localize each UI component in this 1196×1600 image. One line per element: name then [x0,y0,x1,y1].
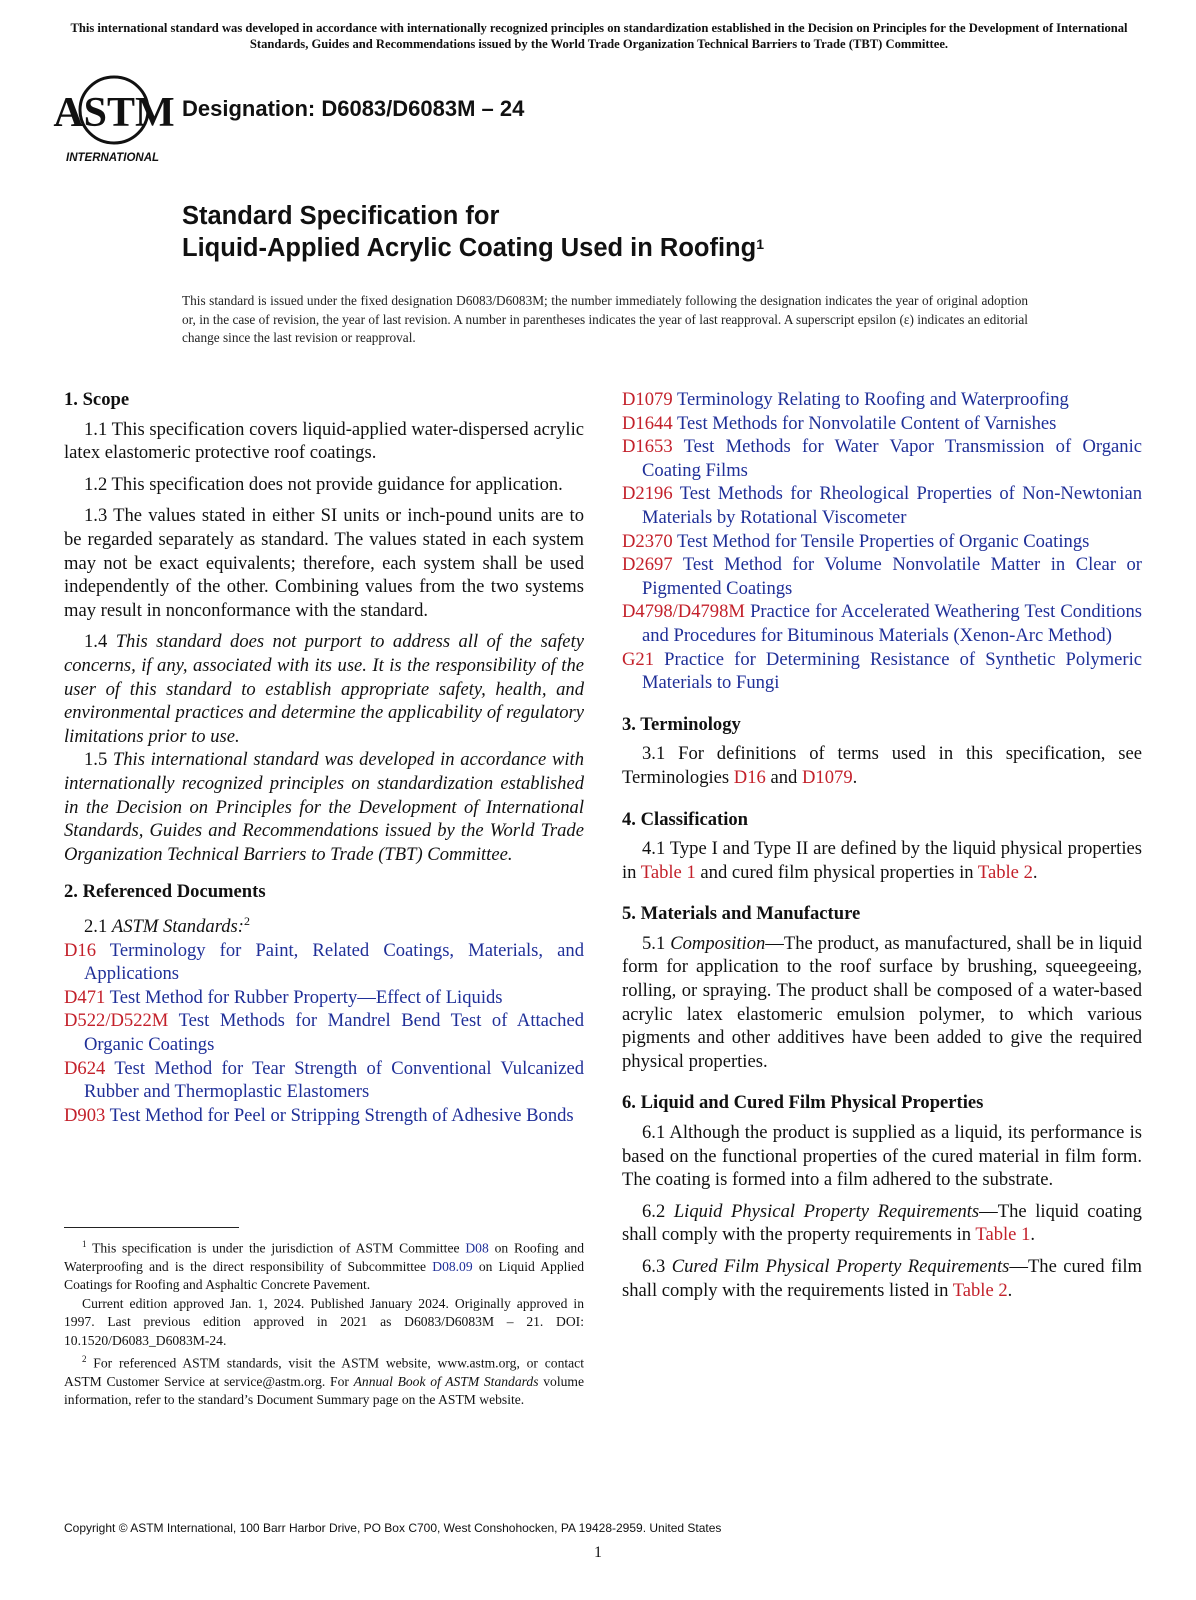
footnote-1 [64,1235,584,1295]
reference-item [622,600,1142,647]
footnote-2 [64,1350,584,1410]
reference-title-link[interactable]: Test Methods for Mandrel Bend Test of Attached Organic Coatings [84,1010,585,1056]
para-3-1-text: 3.1 For definitions of terms used in this specification, see Terminologies [622,743,1142,788]
reference-code-link[interactable]: D1644 [622,412,673,434]
reference-title-link[interactable]: Test Method for Tear Strength of Conventional Vulcanized Rubber and Thermoplastic Elastomers [84,1057,585,1103]
reference-title-link[interactable]: Practice for Determining Resistance of Synthetic Polymeric Materials to Fungi [642,648,1142,694]
footnotes [64,1235,584,1410]
footnote-2-text-b: volume information, refer to the standard’s Document Summary page on the ASTM website. [64,1373,585,1408]
para-6-3-text: —The cured film shall comply with the requirements listed in [622,1256,1143,1301]
subheading-footnote-mark: 2 [243,913,250,928]
reference-item [622,435,1142,482]
reference-list-left [64,939,584,1128]
reference-item [622,530,1142,554]
reference-code-link[interactable]: D903 [64,1104,106,1126]
reference-code-link[interactable]: D2370 [622,530,673,552]
designation: Designation: D6083/D6083M – 24 [182,96,525,121]
title-line-1: Standard Specification for [182,202,500,230]
para-4-1-text: 4.1 Type I and Type II are defined by the liquid physical properties in [622,838,1142,883]
terminology-ref-d1079[interactable]: D1079 [802,766,853,788]
footnote-2-mark: 2 [82,1353,87,1364]
reference-title-link[interactable]: Test Methods for Nonvolatile Content of Varnishes [676,412,1057,434]
reference-title-link[interactable]: Test Method for Volume Nonvolatile Matter in Clear or Pigmented Coatings [642,554,1142,599]
document-title [182,200,764,264]
title-line-2-text: Liquid-Applied Acrylic Coating Used in Roofing [182,234,757,262]
issued-note: This standard is issued under the fixed designation D6083/D6083M; the number immediately following the designation indicates the year of original adoption or, in the case of revision, the year of last revision. A number in parentheses indicates the year of last reapproval. A superscript epsilon (ε) indicates an editorial change since the last revision or reapproval. [182,293,1028,345]
footnote-1-text-c: on Liquid Applied Coatings for Roofing and Asphaltic Concrete Pavement. [64,1258,584,1293]
reference-item [64,1104,584,1128]
reference-title-link[interactable]: Test Method for Rubber Property—Effect of Liquids [109,986,503,1008]
para-4-1-period: . [1032,861,1038,883]
footnote-1-edition: Current edition approved Jan. 1, 2024. Published January 2024. Originally approved in 1997. Last previous edition approved in 2021 as D6083/D6083M – 21. DOI: 10.1520/D6083_D6083M-24. [64,1295,584,1348]
reference-code-link[interactable]: G21 [622,648,655,670]
para-1-5 [64,748,584,866]
astm-standards-subheading [64,910,584,939]
para-5-1 [622,932,1142,1074]
subcommittee-d08-09-link[interactable]: D08.09 [432,1258,473,1274]
para-6-2-text: —The liquid coating shall comply with the property requirements in [622,1200,1142,1246]
table-2-link[interactable]: Table 2 [977,861,1033,883]
para-6-3-number: 6.3 [642,1256,666,1277]
copyright: Copyright © ASTM International, 100 Barr Harbor Drive, PO Box C700, West Conshohocken, PA 19428-2959. United States [64,1521,722,1535]
footnote-1-text-a: This specification is under the jurisdiction of ASTM Committee [92,1240,460,1256]
table-1-link[interactable]: Table 1 [640,861,696,883]
para-6-2-number: 6.2 [642,1200,666,1222]
reference-code-link[interactable]: D471 [64,986,106,1008]
terminology-heading: 3. Terminology [622,713,741,735]
wto-notice: This international standard was developed in accordance with internationally recognized principles on standardization established in the Decision on Principles for the Development of International Standards, Guides and Recommendations issued by the World Trade Organization Technical Barriers to Trade (TBT) Committee. [70,21,1128,51]
referenced-documents-heading: 2. Referenced Documents [64,881,266,903]
right-column [622,388,1142,1310]
astm-logo [53,70,175,166]
para-6-1: 6.1 Although the product is supplied as a liquid, its performance is based on the functional properties of the cured material in film form. The coating is formed into a film adhered to the substrate. [622,1122,1142,1191]
para-5-1-number: 5.1 [642,932,666,954]
para-1-4-number: 1.4 [84,631,108,653]
reference-code-link[interactable]: D1079 [622,389,673,410]
reference-code-link[interactable]: D522/D522M [64,1010,169,1032]
classification-heading: 4. Classification [622,808,749,830]
astm-logo-letters: ASTM [53,90,175,136]
reference-item [64,1057,584,1104]
para-5-1-text: —The product, as manufactured, shall be in liquid form for application to the roof surface by brushing, squeegeeing, rolling, or spraying. The product shall be composed of a water-based acrylic latex elastomeric emulsion polymer, to which various pigments and other additives have been added to give the required physical properties. [622,932,1142,1072]
title-line-2 [182,232,764,264]
para-6-3-label: Cured Film Physical Property Requirements [671,1256,1010,1277]
astm-logo-caption: INTERNATIONAL [66,152,160,164]
para-6-3-period: . [1007,1279,1013,1301]
para-1-5-text: This international standard was developed in accordance with internationally recognized principles on standardization established in the Decision on Principles for the Development of International Standards, Guides and Recommendations issued by the World Trade Organization Technical Barriers to Trade (TBT) Committee. [64,749,584,865]
para-6-2-period: . [1030,1224,1036,1246]
para-1-4 [64,630,584,748]
para-6-2-label: Liquid Physical Property Requirements [673,1200,980,1222]
reference-item [622,412,1142,436]
reference-list-right [622,388,1142,695]
scope-heading: 1. Scope [64,389,130,410]
para-4-1 [622,837,1142,884]
reference-title-link[interactable]: Terminology for Paint, Related Coatings, Materials, and Applications [84,939,584,985]
reference-item [64,986,584,1010]
para-1-3: 1.3 The values stated in either SI units or inch-pound units are to be regarded separately as standard. The values stated in each system may not be exact equivalents; therefore, each system shall be used independently of the other. Combining values from the two systems may result in nonconformance with the standard. [64,505,584,621]
footnote-2-text-a: For referenced ASTM standards, visit the ASTM website, www.astm.org, or contact ASTM Customer Service at service@astm.org. For [64,1355,584,1389]
page-number: 1 [594,1544,602,1561]
reference-item [622,648,1142,695]
reference-code-link[interactable]: D16 [64,939,97,961]
reference-code-link[interactable]: D624 [64,1057,106,1079]
reference-title-link[interactable]: Test Method for Tensile Properties of Organic Coatings [676,530,1090,552]
footnote-1-mark: 1 [82,1239,87,1249]
reference-item [622,482,1142,529]
para-3-1-period: . [852,766,858,788]
subheading-number: 2.1 [84,916,108,938]
para-6-2-table-1-link[interactable]: Table 1 [975,1224,1031,1246]
reference-title-link[interactable]: Test Method for Peel or Stripping Strength of Adhesive Bonds [109,1104,574,1126]
committee-d08-link[interactable]: D08 [465,1240,489,1256]
reference-title-link[interactable]: Test Methods for Rheological Properties of Non-Newtonian Materials by Rotational Viscometer [642,483,1143,528]
reference-title-link[interactable]: Terminology Relating to Roofing and Waterproofing [676,389,1069,410]
reference-code-link[interactable]: D1653 [622,436,673,458]
materials-heading: 5. Materials and Manufacture [622,903,861,925]
reference-code-link[interactable]: D4798/D4798M [622,601,745,623]
para-3-1-and: and [770,766,798,788]
reference-item [64,939,584,986]
footnote-2-italic: Annual Book of ASTM Standards [353,1373,539,1389]
para-1-5-number: 1.5 [84,749,108,771]
reference-title-link[interactable]: Test Methods for Water Vapor Transmission of Organic Coating Films [642,436,1143,481]
reference-code-link[interactable]: D2196 [622,483,673,505]
footnote-1-text-b: on Roofing and Waterproofing and is the direct responsibility of Subcommittee [64,1240,585,1274]
left-column [64,388,584,1127]
subheading-label: ASTM Standards: [111,916,244,938]
para-1-2: 1.2 This specification does not provide guidance for application. [84,473,563,495]
para-3-1 [622,742,1142,789]
title-footnote-mark: 1 [756,236,765,252]
para-6-3 [622,1255,1142,1302]
reference-item [622,388,1142,412]
reference-code-link[interactable]: D2697 [622,554,673,576]
para-6-3-table-2-link[interactable]: Table 2 [952,1279,1008,1301]
para-4-1-text-b: and cured film physical properties in [700,861,974,883]
footnote-divider [64,1227,239,1228]
para-1-1: 1.1 This specification covers liquid-applied water-dispersed acrylic latex elastomeric protective roof coatings. [64,418,584,464]
reference-item [64,1009,584,1056]
reference-title-link[interactable]: Practice for Accelerated Weathering Test Conditions and Procedures for Bituminous Materials (Xenon-Arc Method) [642,601,1142,646]
reference-item [622,553,1142,600]
properties-heading: 6. Liquid and Cured Film Physical Properties [622,1092,984,1114]
para-6-2 [622,1200,1142,1247]
para-5-1-label: Composition [670,932,766,954]
para-1-4-text: This standard does not purport to address all of the safety concerns, if any, associated with its use. It is the responsibility of the user of this standard to establish appropriate safety, health, and environmental practices and determine the applicability of regulatory limitations prior to use. [64,631,584,747]
terminology-ref-d16[interactable]: D16 [733,766,766,788]
